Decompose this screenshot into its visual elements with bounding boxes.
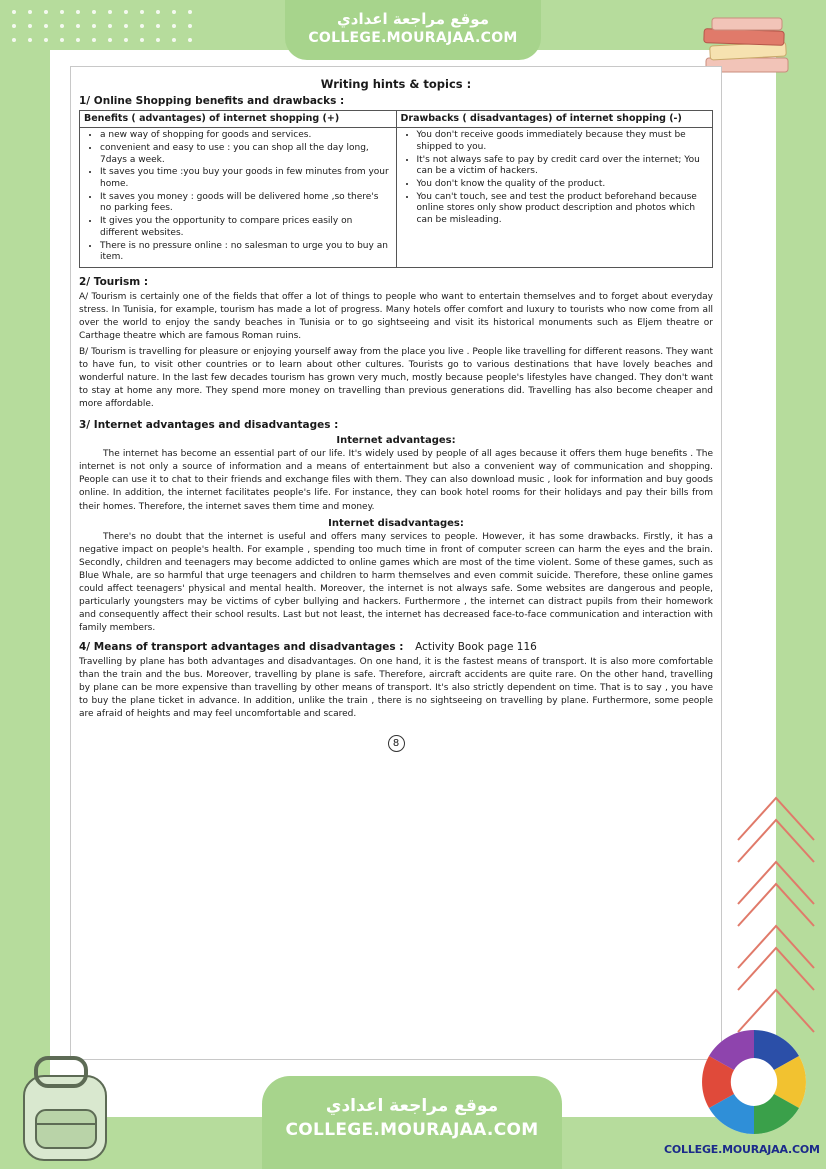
document-page — [70, 66, 722, 1060]
benefits-cell — [80, 128, 397, 268]
site-name-arabic: موقع مراجعة اعدادي — [337, 10, 489, 28]
chevron-up-icon — [734, 792, 818, 1052]
benefit-item: • a new way of shopping for goods and services. — [100, 130, 392, 142]
school-subjects-wheel-icon — [694, 1024, 814, 1140]
section-3-heading: 3/ Internet advantages and disadvantages : — [79, 419, 339, 432]
page-number — [79, 735, 713, 752]
drawbacks-header: Drawbacks ( disadvantages) of internet shopping (-) — [396, 111, 713, 128]
site-name-arabic-bottom: موقع مراجعة اعدادي — [325, 1096, 499, 1116]
internet-advantages-title: Internet advantages: — [336, 435, 456, 447]
internet-advantages-paragraph: The internet has become an essential part of our life. It's widely used by people of all ages because it offers them huge benefits . The internet is not only a source of information and a means of entertainment but also a convenient way of communication and shopping. People can use it to chat to their friends and exchange files with them. They can also download music , look for information and buy goods online. In addition, the internet facilitates people's life. For instance, they can book hotel rooms for their holidays and pay their bills from their homes. Therefore, the internet saves them time and money. — [79, 449, 713, 512]
internet-disadvantages-paragraph: There's no doubt that the internet is useful and offers many services to people. However, it has some drawbacks. Firstly, it has a negative impact on people's health. For example , spending too much time in front of computer screen can harm the eyes and the brain. Secondly, children and teenagers may become addicted to online games which are most of the time violent. Some of these games, such as Blue Whale, are so harmful that urge teenagers and children to harm themselves and even commit suicide. Therefore, these online games could affect teenagers' physical and mental health. Moreover, the internet is not always safe. Some websites are dangerous and people, particularly youngsters may be victims of cyber bullying and hackers. Furthermore , the internet can distract pupils from their homework and consequently affect their school results. Last but not least, the internet has decreased face-to-face communication and interaction with family members. — [79, 531, 713, 633]
frame-left — [0, 0, 50, 1169]
tourism-paragraph-b: B/ Tourism is travelling for pleasure or enjoying yourself away from the place you live . People like travelling for different reasons. They want to have fun, to visit other countries or to learn about other cultures. Tourists go to various destinations that have lovely beaches and wonderful nature. In the last few decades tourism has grown very much, mostly because people's lifestyles have changed. They don't want to stay at home any more. They spend more money on travelling than previous generations did. Travelling has also become cheaper and more affordable. — [79, 347, 713, 410]
site-banner-bottom[interactable] — [262, 1076, 562, 1169]
drawback-item: • You can't touch, see and test the product beforehand because online stores only show product description and photos which can be misleading. — [417, 192, 709, 227]
drawbacks-cell — [396, 128, 713, 268]
section-1-heading: 1/ Online Shopping benefits and drawbacks : — [79, 95, 345, 107]
benefit-item: • It saves you time :you buy your goods in few minutes from your home. — [100, 167, 392, 190]
benefits-drawbacks-table — [79, 110, 713, 268]
drawback-item: • It's not always safe to pay by credit card over the internet; You can be a victim of hackers. — [417, 155, 709, 178]
benefits-header: Benefits ( advantages) of internet shopping (+) — [80, 111, 397, 128]
doc-title: Writing hints & topics : — [320, 77, 472, 91]
transport-paragraph: Travelling by plane has both advantages and disadvantages. On one hand, it is the fastest means of transport. It is also more comfortable than the train and the bus. Moreover, travelling by plane is safe. Therefore, aircraft accidents are quite rare. On the other hand, travelling by plane can be more expensive than travelling by other means of transport. It's also strictly dependent on time. That is to say , you have to buy the plane ticket in advance. In addition, unlike the train , there is no sightseeing on travelling by plane. Furthermore, some people are afraid of heights and may feel uncomfortable and scared. — [79, 656, 713, 720]
benefit-item: • It gives you the opportunity to compare prices easily on different websites. — [100, 216, 392, 239]
section-4-title: 4/ Means of transport advantages and disadvantages : — [79, 640, 404, 653]
site-url[interactable]: COLLEGE.MOURAJAA.COM — [308, 30, 518, 46]
site-banner-top[interactable] — [285, 0, 541, 60]
tourism-paragraph-a: A/ Tourism is certainly one of the fields that offer a lot of things to people who want to entertain themselves and to forget about everyday stress. In Tunisia, for example, tourism has made a lot of progress. Many hotels offer comfort and luxury to tourists who now come from all over the world to enjoy the sandy beaches in Tunisia or to go sightseeing and visit its historical monuments such as Eljem theatre or Carthage theatre which are famous Roman ruins. — [79, 291, 713, 342]
site-url-bottom[interactable]: COLLEGE.MOURAJAA.COM — [285, 1120, 539, 1140]
benefit-item: • convenient and easy to use : you can shop all the day long, 7days a week. — [100, 143, 392, 166]
section-4-reference: Activity Book page 116 — [415, 640, 537, 653]
decorative-dots — [8, 6, 208, 46]
site-logo-text[interactable]: COLLEGE.MOURAJAA.COM — [664, 1143, 820, 1156]
drawback-item: • You don't receive goods immediately because they must be shipped to you. — [417, 130, 709, 153]
internet-disadvantages-title: Internet disadvantages: — [328, 517, 464, 529]
drawback-item: • You don't know the quality of the product. — [417, 179, 709, 191]
page-number-value: 8 — [388, 735, 405, 752]
section-2-heading: 2/ Tourism : — [79, 275, 149, 288]
benefit-item: • There is no pressure online : no salesman to urge you to buy an item. — [100, 241, 392, 264]
backpack-icon — [10, 1054, 120, 1166]
benefit-item: • It saves you money : goods will be delivered home ,so there's no parking fees. — [100, 192, 392, 215]
section-4-heading — [79, 641, 713, 653]
